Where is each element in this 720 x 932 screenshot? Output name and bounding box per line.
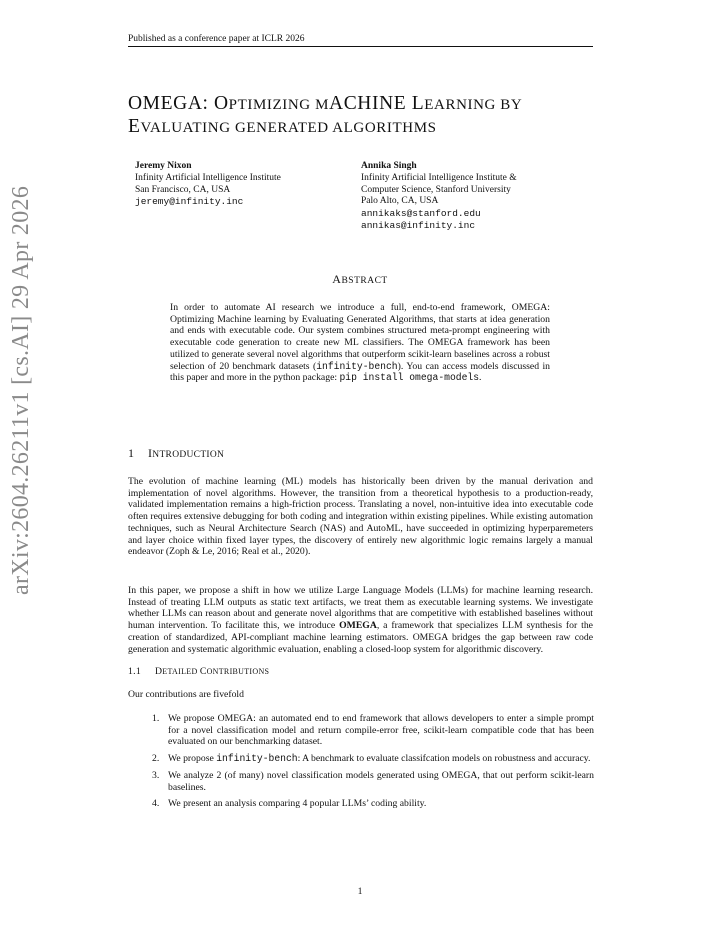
list-item: 4. We present an analysis comparing 4 popular LLMs’ coding ability. [152,798,427,810]
title-line-2: EVALUATING GENERATED ALGORITHMS [128,116,437,137]
abstract-text: In order to automate AI research we introduce a full, end-to-end framework, OMEGA: Optimizing Machine learning by Evaluating Generated Algorithms, that starts at idea generation and ends with executable code. Our system combines structured meta-prompt engineering with executable code generation to create new ML classifiers. The OMEGA framework has been utilized to generate several novel algorithms that outperform scikit-learn baselines across a robust selection of 20 benchmark datasets (infinity-bench). You can access models discussed in this paper and more in the python package: pip install omega-models. [170,302,550,384]
page-number: 1 [357,886,363,897]
author-affiliation: Infinity Artificial Intelligence Institute [135,172,281,183]
author-location: Palo Alto, CA, USA [361,196,439,207]
list-item: 3. We analyze 2 (of many) novel classification models generated using OMEGA, that out perform scikit-learn baselines. [152,769,594,793]
author-block-nixon [135,161,281,208]
inline-code: pip install omega-models [339,372,480,384]
subsection-heading-contributions: 1.1 DETAILED CONTRIBUTIONS [128,666,270,677]
intro-paragraph-2: In this paper, we propose a shift in how we utilize Large Language Models (LLMs) for machine learning research. Instead of treating LLM outputs as static text artifacts, we treat them as executable learning systems. We investigate whether LLMs can reason about and generate novel algorithms that are competitive with established baselines without human intervention. To facilitate this, we introduce OMEGA, a framework that specializes LLM synthesis for the creation of standardized, API-compliant machine learning estimators. OMEGA bridges the gap between raw code generation and systematic algorithmic evaluation, enabling a closed-loop system for algorithmic discovery. [128,585,593,655]
author-location: San Francisco, CA, USA [135,184,231,195]
arxiv-stamp[interactable]: arXiv:2604.26211v1 [cs.AI] 29 Apr 2026 [8,185,34,595]
contributions-list [152,713,594,815]
author-email[interactable]: jeremy@infinity.inc [135,196,244,208]
section-heading-introduction: 1 INTRODUCTION [128,446,225,460]
author-name: Jeremy Nixon [135,161,192,171]
list-item: 1. We propose OMEGA: an automated end to end framework that allows developers to enter a simple prompt for a novel classification model and return compile-error free, scikit-learn compatible code that has been evaluated on our benchmarking dataset. [152,713,594,748]
inline-code: infinity-bench [316,360,398,372]
abstract-heading: ABSTRACT [332,272,388,286]
author-affiliation: Infinity Artificial Intelligence Institute & [361,172,517,183]
author-email[interactable]: annikaks@stanford.edu [361,208,481,220]
title-line-1: OMEGA: OPTIMIZING MACHINE LEARNING BY [128,93,523,114]
header-rule [128,46,593,47]
running-header: Published as a conference paper at ICLR 2026 [128,34,305,44]
author-name: Annika Singh [361,161,417,171]
contributions-intro: Our contributions are fivefold [128,689,244,700]
list-item: 2. We propose infinity-bench: A benchmark to evaluate classifcation models on robustness and accuracy. [152,753,591,765]
author-email[interactable]: annikas@infinity.inc [361,219,476,231]
paper-title [128,93,598,139]
author-block-singh [361,161,517,232]
omega-bold: OMEGA [339,620,377,632]
intro-paragraph-1: The evolution of machine learning (ML) models has historically been driven by the manual derivation and implementation of novel algorithms. However, the transition from a theoretical hypothesis to a production-ready, validated implementation remains a high-friction process. Translating a novel, non-intuitive idea into executable code often requires extensive debugging for both coding and integration within existing pipelines. While existing automation techniques, such as Neural Architecture Search (NAS) and AutoML, have succeeded in optimizing hyperparemeters and layer choice within fixed layer types, the discovery of entirely new algorithmic logic remains largely a manual endeavor (Zoph & Le, 2016; Real et al., 2020). [128,476,593,558]
inline-code: infinity-bench [216,753,298,765]
author-affiliation-2: Computer Science, Stanford University [361,184,511,195]
